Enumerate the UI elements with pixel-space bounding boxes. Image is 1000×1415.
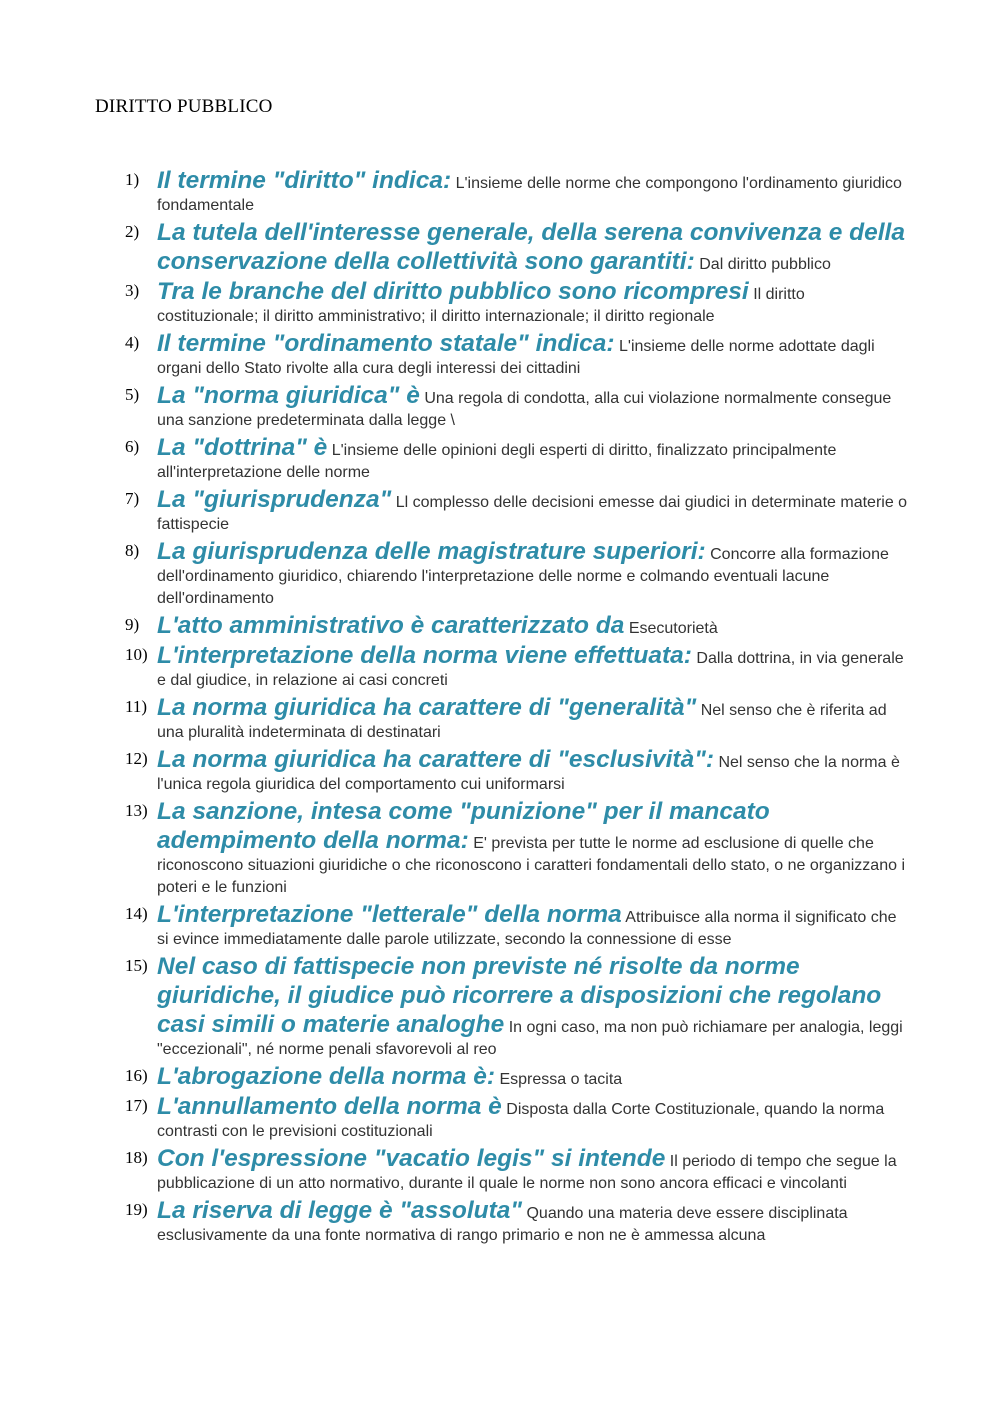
question-text: L'abrogazione della norma è: xyxy=(157,1063,495,1090)
question-text: L'atto amministrativo è caratterizzato da xyxy=(157,612,625,639)
item-number: 18) xyxy=(125,1148,148,1167)
question-text: La "giurisprudenza" xyxy=(157,486,392,513)
item-number: 14) xyxy=(125,904,148,923)
list-item xyxy=(125,277,910,328)
question-text: Con l'espressione "vacatio legis" si intende xyxy=(157,1145,666,1172)
list-item xyxy=(125,218,910,276)
question-text: La giurisprudenza delle magistrature superiori: xyxy=(157,538,706,565)
item-number: 12) xyxy=(125,749,148,768)
question-text: La sanzione, intesa come "punizione" per il mancato adempimento della norma: xyxy=(157,798,770,854)
list-item xyxy=(125,745,910,796)
answer-text: Nel senso che la norma è l'unica regola giuridica del comportamento cui uniformarsi xyxy=(157,754,900,793)
list-item xyxy=(125,381,910,432)
question-text: La riserva di legge è "assoluta" xyxy=(157,1197,523,1224)
question-list xyxy=(125,166,910,1248)
answer-text: Dalla dottrina, in via generale e dal giudice, in relazione ai casi concreti xyxy=(157,650,904,689)
list-item xyxy=(125,797,910,899)
question-text: La tutela dell'interesse generale, della serena convivenza e della conservazione della collettività sono garantiti: xyxy=(157,219,905,275)
answer-text: Quando una materia deve essere disciplinata esclusivamente da una fonte normativa di rango primario e non ne è ammessa alcuna xyxy=(157,1205,848,1244)
answer-text: Il diritto costituzionale; il diritto amministrativo; il diritto internazionale; il diritto regionale xyxy=(157,286,805,325)
answer-text: Una regola di condotta, alla cui violazione normalmente consegue una sanzione predeterminata dalla legge \ xyxy=(157,390,892,429)
item-number: 5) xyxy=(125,385,140,404)
item-number: 17) xyxy=(125,1096,148,1115)
item-number: 13) xyxy=(125,801,148,820)
answer-text: E' prevista per tutte le norme ad esclusione di quelle che riconoscono situazioni giuridiche o che riconoscono i caratteri fondamentali dello stato, o ne organizzano i poteri e le funzioni xyxy=(157,835,905,896)
document-title: DIRITTO PUBBLICO xyxy=(95,96,273,117)
list-item xyxy=(125,329,910,380)
item-number: 8) xyxy=(125,541,140,560)
answer-text: Attribuisce alla norma il significato che si evince immediatamente dalle parole utilizzate, secondo la connessione di esse xyxy=(157,909,897,948)
item-number: 1) xyxy=(125,170,140,189)
item-number: 2) xyxy=(125,222,140,241)
answer-text: Il periodo di tempo che segue la pubblicazione di un atto normativo, durante il quale le norme non sono ancora efficaci e vincolanti xyxy=(157,1153,897,1192)
answer-text: Disposta dalla Corte Costituzionale, quando la norma contrasti con le previsioni costituzionali xyxy=(157,1101,885,1140)
list-item xyxy=(125,693,910,744)
list-item xyxy=(125,900,910,951)
list-item xyxy=(125,952,910,1061)
question-text: Nel caso di fattispecie non previste né risolte da norme giuridiche, il giudice può ricorrere a disposizioni che regolano casi simili o materie analoghe xyxy=(157,953,882,1038)
question-text: La "dottrina" è xyxy=(157,434,328,461)
item-number: 3) xyxy=(125,281,140,300)
answer-text: Esecutorietà xyxy=(628,620,718,637)
answer-text: L'insieme delle norme che compongono l'ordinamento giuridico fondamentale xyxy=(157,175,902,214)
question-text: La "norma giuridica" è xyxy=(157,382,420,409)
answer-text: L'insieme delle opinioni degli esperti di diritto, finalizzato principalmente all'interpretazione delle norme xyxy=(157,442,837,481)
answer-text: L'insieme delle norme adottate dagli organi dello Stato rivolte alla cura degli interessi dei cittadini xyxy=(157,338,875,377)
list-item xyxy=(125,433,910,484)
item-number: 10) xyxy=(125,645,148,664)
list-item xyxy=(125,1196,910,1247)
item-number: 4) xyxy=(125,333,140,352)
list-item xyxy=(125,537,910,610)
item-number: 16) xyxy=(125,1066,148,1085)
question-text: Tra le branche del diritto pubblico sono ricompresi xyxy=(157,278,749,305)
list-item xyxy=(125,641,910,692)
list-item xyxy=(125,166,910,217)
answer-text: Ll complesso delle decisioni emesse dai giudici in determinate materie o fattispecie xyxy=(157,494,908,533)
list-item xyxy=(125,611,910,640)
answer-text: Nel senso che è riferita ad una pluralità indeterminata di destinatari xyxy=(157,702,887,741)
question-text: Il termine "ordinamento statale" indica: xyxy=(157,330,615,357)
list-item xyxy=(125,1092,910,1143)
question-text: L'interpretazione della norma viene effettuata: xyxy=(157,642,692,669)
answer-text: In ogni caso, ma non può richiamare per analogia, leggi "eccezionali", né norme penali sfavorevoli al reo xyxy=(157,1019,903,1058)
question-text: Il termine "diritto" indica: xyxy=(157,167,452,194)
item-number: 11) xyxy=(125,697,148,716)
answer-text: Concorre alla formazione dell'ordinamento giuridico, chiarendo l'interpretazione delle norme e colmando eventuali lacune dell'ordinamento xyxy=(157,546,889,607)
answer-text: Dal diritto pubblico xyxy=(699,256,831,273)
list-item xyxy=(125,485,910,536)
item-number: 9) xyxy=(125,615,140,634)
list-item xyxy=(125,1062,910,1091)
item-number: 19) xyxy=(125,1200,148,1219)
item-number: 7) xyxy=(125,489,140,508)
question-text: L'interpretazione "letterale" della norma xyxy=(157,901,622,928)
answer-text: Espressa o tacita xyxy=(499,1071,623,1088)
item-number: 15) xyxy=(125,956,148,975)
item-number: 6) xyxy=(125,437,140,456)
question-text: La norma giuridica ha carattere di "generalità" xyxy=(157,694,697,721)
question-text: La norma giuridica ha carattere di "esclusività": xyxy=(157,746,714,773)
list-item xyxy=(125,1144,910,1195)
question-text: L'annullamento della norma è xyxy=(157,1093,502,1120)
